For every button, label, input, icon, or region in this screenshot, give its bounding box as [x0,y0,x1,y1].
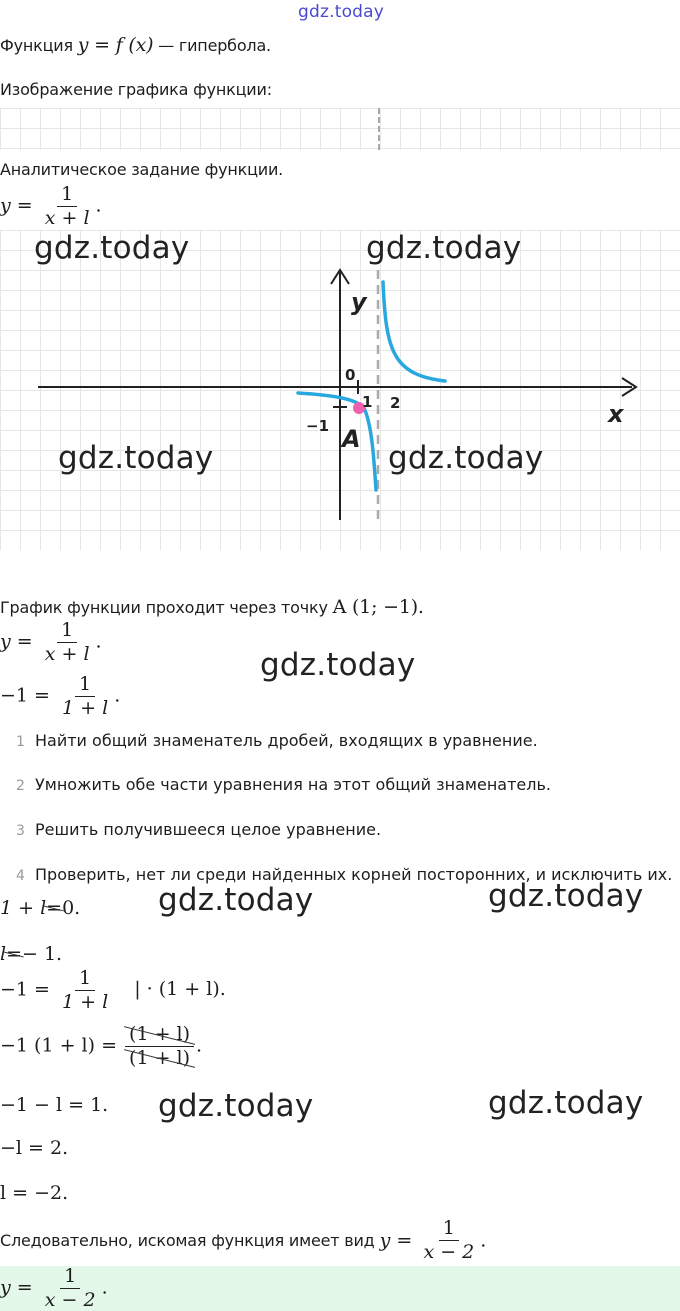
x-axis-label: x [608,400,624,428]
tick-label-minus1: −1 [306,417,330,435]
cond2-a: l [0,943,7,965]
conclusion-text: Следовательно, искомая функция имеет вид [0,1230,375,1250]
step-number: 2 [16,778,25,794]
answer-fraction [41,1266,100,1311]
watermark-mid: gdz.today [260,647,416,683]
passes-point: A (1; −1). [332,596,424,618]
cancel-den: (1 + l) [125,1047,194,1069]
tick-label-1: 1 [362,393,373,411]
passes-text: График функции проходит через точку [0,598,328,617]
mult-fraction [58,968,112,1013]
eq2-fraction [58,674,112,719]
conclusion-line [0,1218,486,1263]
formula-line [0,184,102,229]
step-number: 1 [16,734,25,750]
intro-line [0,34,271,56]
eq1-fraction [41,620,94,665]
cond2-line [0,943,62,965]
eq2-line [0,674,120,719]
analytic-heading: Аналитическое задание функции. [0,160,284,179]
eq1-line [0,620,102,665]
point-a-label: A [342,425,361,453]
cond1-b: 0. [62,897,81,919]
watermark-graph-1: gdz.today [34,230,190,266]
mult-tail: | · (1 + l). [134,978,226,1001]
watermark-graph-4: gdz.today [388,440,544,476]
solve-step-1: −1 − l = 1. [0,1094,109,1116]
answer-num: 1 [60,1266,80,1289]
watermark-row1-left: gdz.today [158,882,314,918]
cancel-fraction [125,1024,194,1069]
conclusion-dot: . [480,1229,487,1252]
intro-rest: — гиперболa. [158,36,271,55]
eq2-den: 1 + l [62,696,109,719]
watermark-row1-right: gdz.today [488,878,644,914]
step-item [0,731,538,750]
conclusion-fraction [419,1218,478,1263]
mult-den: 1 + l [62,990,109,1013]
cond1-not-equal: = [46,897,63,919]
intro-fx: y = f (x) [77,34,154,56]
eq1-lhs: y = [0,630,33,653]
watermark-graph-3: gdz.today [58,440,214,476]
conclusion-lhs: y = [379,1229,413,1252]
origin-label: 0 [345,366,356,384]
cancel-dot: . [196,1034,203,1057]
answer-dot: . [101,1276,108,1299]
step-item [0,775,551,794]
cancel-num: (1 + l) [125,1024,194,1047]
cond1-a: 1 + l [0,897,47,919]
watermark-row2-right: gdz.today [488,1085,644,1121]
conclusion-den: x − 2 [423,1240,475,1263]
step-item [0,820,381,839]
step-text: Умножить обе части уравнения на этот общий знаменатель. [35,775,552,794]
cond1-line [0,897,80,919]
cond2-not-equal: = [6,943,22,965]
formula-den: x + l [44,206,90,229]
cancel-line [0,1024,202,1069]
eq1-num: 1 [57,620,77,643]
eq1-den: x + l [44,642,90,665]
curve-right-branch [383,282,445,381]
formula-fraction [41,184,94,229]
eq2-num: 1 [75,674,95,697]
y-axis-label: y [351,288,367,316]
conclusion-num: 1 [439,1218,459,1241]
graph-heading: Изображение графика функции: [0,80,272,99]
graph-preview-strip [0,108,680,150]
eq2-dot: . [114,684,121,707]
watermark-row2-left: gdz.today [158,1088,314,1124]
mult-line [0,968,226,1013]
mult-lhs: −1 = [0,978,50,1001]
step-number: 3 [16,823,25,839]
answer-line [0,1266,108,1311]
formula-dot: . [95,194,102,217]
formula-lhs: y = [0,194,33,217]
preview-asymptote [378,108,380,150]
watermark-top: gdz.today [298,2,385,22]
answer-den: x − 2 [44,1288,96,1311]
answer-lhs: y = [0,1276,33,1299]
solve-step-3: l = −2. [0,1182,69,1204]
step-number: 4 [16,868,25,884]
cond2-b: − 1. [22,943,63,965]
step-text: Найти общий знаменатель дробей, входящих в уравнение. [35,731,538,750]
mult-num: 1 [75,968,95,991]
answer-box [0,1266,680,1311]
eq1-dot: . [95,630,102,653]
intro-label: Функция [0,36,73,55]
step-text: Проверить, нет ли среди найденных корней посторонних, и исключить их. [35,865,673,884]
solve-step-2: −l = 2. [0,1137,69,1159]
cancel-lhs: −1 (1 + l) = [0,1034,117,1057]
passes-line [0,596,424,618]
function-graph [0,230,680,550]
tick-label-2: 2 [390,394,401,412]
watermark-graph-2: gdz.today [366,230,522,266]
formula-num: 1 [57,184,77,207]
eq2-lhs: −1 = [0,684,50,707]
step-text: Решить получившееся целое уравнение. [35,820,382,839]
graph-svg [0,230,680,550]
